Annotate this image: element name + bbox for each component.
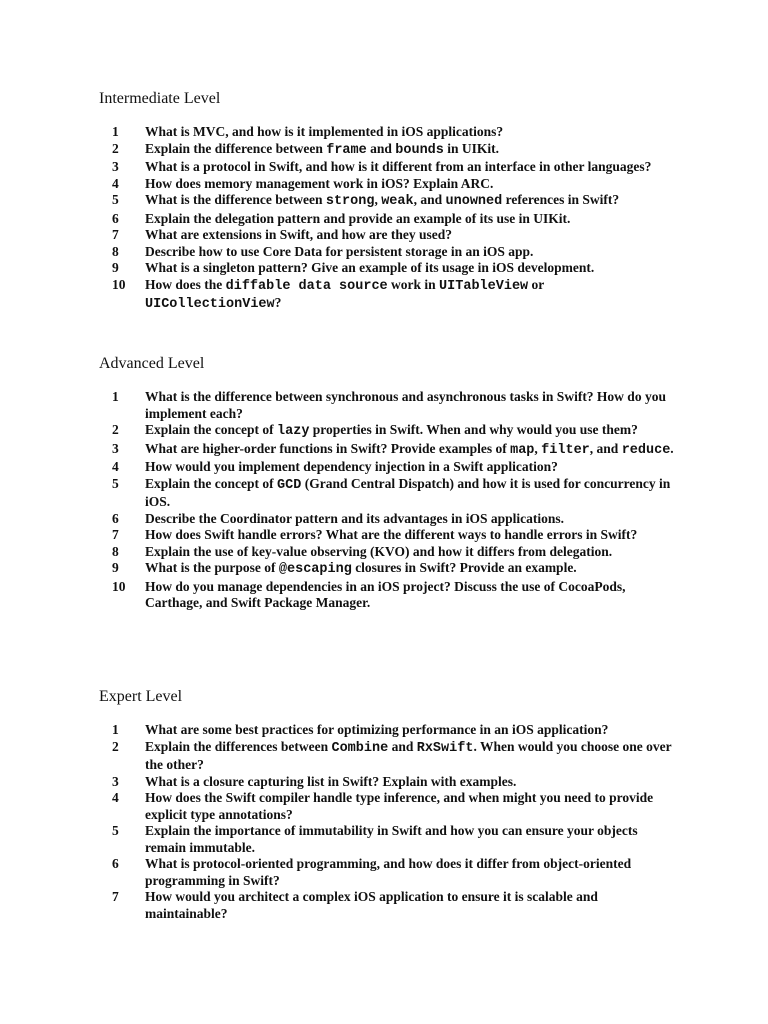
text-run: Explain the delegation pattern and provide an example of its use in UIKit. — [145, 210, 571, 226]
question-text — [145, 277, 679, 314]
question-number: 7 — [112, 527, 119, 542]
question-number: 7 — [112, 889, 119, 904]
question-number: 2 — [112, 140, 119, 156]
code-term: diffable data source — [225, 278, 388, 294]
question-item — [99, 176, 679, 193]
question-item — [99, 774, 679, 791]
text-run: What is the difference between — [145, 192, 326, 207]
question-text — [145, 227, 679, 244]
question-text — [145, 459, 679, 476]
question-text — [145, 124, 679, 141]
question-text — [145, 422, 679, 441]
question-item — [99, 389, 679, 422]
text-run: What is a closure capturing list in Swift? Explain with examples. — [145, 773, 517, 789]
code-term: bounds — [395, 142, 444, 158]
question-item — [99, 159, 679, 176]
text-run: closures in Swift? Provide an example. — [351, 560, 577, 575]
question-text — [145, 544, 679, 561]
code-term: strong — [325, 194, 375, 209]
question-text — [145, 176, 679, 193]
question-text — [145, 527, 679, 544]
text-run: or — [528, 276, 545, 292]
question-list — [99, 389, 679, 612]
question-item — [99, 141, 679, 160]
question-number: 5 — [112, 823, 119, 838]
question-item — [99, 722, 679, 739]
question-text — [145, 159, 679, 176]
text-run: Describe how to use Core Data for persistent storage in an iOS app. — [145, 243, 534, 259]
question-text — [145, 774, 679, 791]
question-number: 1 — [112, 389, 119, 404]
section-title: Intermediate Level — [99, 90, 221, 107]
text-run: How does memory management work in iOS? Explain ARC. — [145, 175, 494, 191]
question-list — [99, 124, 679, 314]
question-item — [99, 790, 679, 823]
question-text — [145, 889, 679, 922]
text-run: How would you implement dependency injection in a Swift application? — [145, 459, 558, 474]
text-run: . — [670, 440, 674, 456]
text-run: Describe the Coordinator pattern and its advantages in iOS applications. — [145, 510, 565, 526]
text-run: What are some best practices for optimizing performance in an iOS application? — [145, 722, 609, 737]
question-item — [99, 124, 679, 141]
question-number: 3 — [112, 440, 119, 456]
question-item — [99, 560, 679, 579]
question-text — [145, 141, 679, 160]
text-run: and — [366, 140, 396, 156]
code-term: GCD — [277, 477, 302, 493]
question-text — [145, 511, 679, 528]
text-run: What is a protocol in Swift, and how is it different from an interface in other languages? — [145, 159, 652, 174]
text-run: How does the — [145, 276, 226, 292]
question-item — [99, 192, 679, 211]
question-number: 3 — [112, 159, 119, 174]
text-run: How do you manage dependencies in an iOS project? Discuss the use of CocoaPods, Carthage, and Swift Package Manager. — [145, 578, 626, 610]
text-run: references in Swift? — [502, 192, 620, 207]
text-run: Explain the concept of — [145, 422, 278, 437]
question-text — [145, 192, 679, 211]
question-number: 10 — [112, 578, 126, 594]
code-term: UITableView — [439, 278, 529, 294]
text-run: What is a singleton pattern? Give an example of its usage in iOS development. — [145, 260, 595, 275]
text-run: Explain the differences between — [145, 738, 332, 754]
question-text — [145, 211, 679, 228]
question-number: 7 — [112, 227, 119, 242]
question-item — [99, 889, 679, 922]
question-item — [99, 441, 679, 460]
text-run: . When would you choose one over the other? — [145, 738, 672, 772]
question-number: 4 — [112, 459, 119, 474]
text-run: What is the difference between synchronous and asynchronous tasks in Swift? How do you implement each? — [145, 389, 666, 421]
question-text — [145, 476, 679, 511]
question-text — [145, 739, 679, 774]
text-run: , and — [413, 192, 446, 207]
text-run: How does the Swift compiler handle type inference, and when might you need to provide explicit type annotations? — [145, 790, 654, 822]
code-term: unowned — [445, 194, 503, 209]
question-number: 10 — [112, 276, 126, 292]
text-run: Explain the concept of — [145, 475, 278, 491]
code-term: filter — [541, 442, 590, 458]
code-term: reduce — [621, 442, 671, 458]
question-number: 9 — [112, 560, 119, 575]
question-text — [145, 579, 679, 612]
text-run: , — [374, 192, 382, 207]
question-text — [145, 856, 679, 889]
question-text — [145, 560, 679, 579]
section-title: Advanced Level — [99, 355, 205, 372]
question-text — [145, 441, 679, 460]
question-item — [99, 856, 679, 889]
text-run: work in — [387, 276, 440, 292]
text-run: Explain the difference between — [145, 140, 327, 156]
text-run: , and — [589, 440, 622, 456]
question-number: 6 — [112, 210, 119, 226]
code-term: map — [510, 442, 535, 458]
question-item — [99, 527, 679, 544]
question-list — [99, 722, 679, 922]
text-run: properties in Swift. When and why would you use them? — [309, 422, 638, 437]
section-expert — [99, 687, 679, 922]
question-item — [99, 579, 679, 612]
text-run: What is the purpose of — [145, 560, 279, 575]
question-number: 1 — [112, 124, 119, 139]
text-run: Explain the importance of immutability in Swift and how you can ensure your objects remain immutable. — [145, 823, 638, 855]
question-item — [99, 511, 679, 528]
question-item — [99, 476, 679, 511]
question-number: 5 — [112, 475, 119, 491]
text-run: Explain the use of key-value observing (KVO) and how it differs from delegation. — [145, 543, 613, 559]
question-number: 5 — [112, 192, 119, 207]
code-term: UICollectionView — [145, 297, 275, 312]
text-run: What is MVC, and how is it implemented in iOS applications? — [145, 124, 504, 139]
text-run: in UIKit. — [443, 140, 500, 156]
section-title: Expert Level — [99, 688, 183, 705]
text-run: ? — [274, 295, 282, 310]
question-text — [145, 823, 679, 856]
question-item — [99, 211, 679, 228]
question-text — [145, 260, 679, 277]
question-number: 2 — [112, 422, 119, 437]
question-number: 2 — [112, 738, 119, 754]
question-item — [99, 823, 679, 856]
question-item — [99, 544, 679, 561]
text-run: and — [388, 738, 417, 754]
code-term: weak — [381, 194, 414, 209]
question-item — [99, 277, 679, 314]
question-item — [99, 739, 679, 774]
code-term: RxSwift — [416, 740, 474, 756]
question-number: 3 — [112, 773, 119, 789]
question-number: 4 — [112, 790, 119, 805]
question-item — [99, 227, 679, 244]
question-number: 9 — [112, 260, 119, 275]
question-number: 4 — [112, 175, 119, 191]
code-term: frame — [326, 142, 367, 158]
text-run: , — [534, 440, 542, 456]
question-text — [145, 389, 679, 422]
question-item — [99, 244, 679, 261]
question-text — [145, 790, 679, 823]
question-number: 6 — [112, 510, 119, 526]
code-term: lazy — [277, 424, 310, 439]
question-item — [99, 260, 679, 277]
section-advanced — [99, 354, 679, 612]
section-intermediate — [99, 89, 679, 314]
question-number: 6 — [112, 856, 119, 871]
text-run: How would you architect a complex iOS application to ensure it is scalable and maintainable? — [145, 889, 598, 921]
question-item — [99, 422, 679, 441]
code-term: Combine — [331, 740, 389, 756]
question-number: 8 — [112, 243, 119, 259]
text-run: How does Swift handle errors? What are the different ways to handle errors in Swift? — [145, 527, 638, 542]
question-number: 8 — [112, 543, 119, 559]
question-text — [145, 244, 679, 261]
question-number: 1 — [112, 722, 119, 737]
question-item — [99, 459, 679, 476]
text-run: What is protocol-oriented programming, and how does it differ from object-oriented programming in Swift? — [145, 856, 632, 888]
text-run: What are higher-order functions in Swift? Provide examples of — [145, 440, 511, 456]
text-run: (Grand Central Dispatch) and how it is used for concurrency in iOS. — [145, 475, 671, 509]
text-run: What are extensions in Swift, and how are they used? — [145, 227, 453, 242]
code-term: @escaping — [278, 562, 352, 577]
question-text — [145, 722, 679, 739]
